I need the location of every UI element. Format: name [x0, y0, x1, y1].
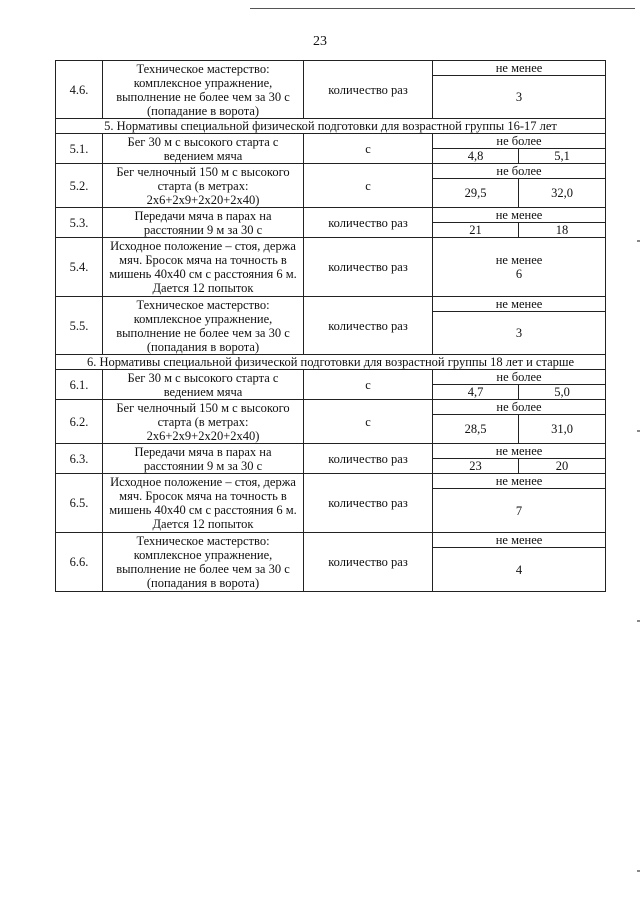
row-number: 6.5.	[56, 474, 103, 533]
test-name: Исходное положение – стоя, держа мяч. Бросок мяча на точность в мишень 40х40 см с расстояния 6 м. Дается 12 попыток	[103, 238, 304, 297]
value: 4	[433, 548, 606, 592]
value-boys: 23	[433, 459, 519, 474]
table-row-5-1	[56, 134, 606, 149]
unit: количество раз	[304, 533, 433, 592]
condition: не менее	[433, 297, 606, 312]
unit: с	[304, 134, 433, 164]
condition: не менее	[433, 444, 606, 459]
unit: количество раз	[304, 297, 433, 355]
test-name: Бег 30 м с высокого старта с ведением мяча	[103, 134, 304, 164]
test-name: Бег челночный 150 м с высокого старта (в метрах: 2х6+2х9+2х20+2х40)	[103, 400, 304, 444]
unit: с	[304, 400, 433, 444]
section-title: 6. Нормативы специальной физической подготовки для возрастной группы 18 лет и старше	[56, 355, 606, 370]
unit: с	[304, 370, 433, 400]
value-boys: 28,5	[433, 415, 519, 444]
table-row-6-2	[56, 400, 606, 415]
value: 3	[433, 76, 606, 119]
scan-border-line	[250, 8, 635, 9]
value-boys: 29,5	[433, 179, 519, 208]
condition: не более	[433, 370, 606, 385]
value-girls: 18	[519, 223, 606, 238]
section-header-5	[56, 119, 606, 134]
row-number: 5.2.	[56, 164, 103, 208]
row-number: 4.6.	[56, 61, 103, 119]
value-girls: 31,0	[519, 415, 606, 444]
table-row-5-5	[56, 297, 606, 312]
unit: с	[304, 164, 433, 208]
test-name: Бег 30 м с высокого старта с ведением мяча	[103, 370, 304, 400]
value: 3	[433, 312, 606, 355]
test-name: Техническое мастерство: комплексное упражнение, выполнение не более чем за 30 с (попадание в ворота)	[103, 61, 304, 119]
table-row-5-3	[56, 208, 606, 223]
table-row-5-4	[56, 238, 606, 297]
condition: не менее	[433, 208, 606, 223]
row-number: 6.3.	[56, 444, 103, 474]
test-name: Техническое мастерство: комплексное упражнение, выполнение не более чем за 30 с (попадания в ворота)	[103, 533, 304, 592]
value: 6	[515, 267, 523, 281]
condition-value	[433, 238, 606, 297]
unit: количество раз	[304, 474, 433, 533]
unit: количество раз	[304, 208, 433, 238]
value-boys: 4,8	[433, 149, 519, 164]
test-name: Бег челночный 150 м с высокого старта (в метрах: 2х6+2х9+2х20+2х40)	[103, 164, 304, 208]
condition: не более	[433, 134, 606, 149]
condition: не менее	[433, 533, 606, 548]
unit: количество раз	[304, 444, 433, 474]
value-boys: 4,7	[433, 385, 519, 400]
condition: не более	[433, 164, 606, 179]
table-row-6-6	[56, 533, 606, 548]
section-title: 5. Нормативы специальной физической подготовки для возрастной группы 16-17 лет	[56, 119, 606, 134]
row-number: 5.1.	[56, 134, 103, 164]
value-girls: 5,0	[519, 385, 606, 400]
condition: не менее	[433, 474, 606, 489]
condition: не менее	[433, 61, 606, 76]
page-number: 23	[313, 34, 327, 49]
row-number: 6.1.	[56, 370, 103, 400]
row-number: 6.2.	[56, 400, 103, 444]
row-number: 6.6.	[56, 533, 103, 592]
section-header-6	[56, 355, 606, 370]
table-row-4-6	[56, 61, 606, 76]
value-girls: 20	[519, 459, 606, 474]
test-name: Техническое мастерство: комплексное упражнение, выполнение не более чем за 30 с (попадания в ворота)	[103, 297, 304, 355]
unit: количество раз	[304, 238, 433, 297]
row-number: 5.5.	[56, 297, 103, 355]
value-boys: 21	[433, 223, 519, 238]
row-number: 5.3.	[56, 208, 103, 238]
test-name: Передачи мяча в парах на расстоянии 9 м за 30 с	[103, 444, 304, 474]
table-row-6-5	[56, 474, 606, 489]
unit: количество раз	[304, 61, 433, 119]
test-name: Передачи мяча в парах на расстоянии 9 м за 30 с	[103, 208, 304, 238]
value-girls: 5,1	[519, 149, 606, 164]
test-name: Исходное положение – стоя, держа мяч. Бросок мяча на точность в мишень 40х40 см с расстояния 6 м. Дается 12 попыток	[103, 474, 304, 533]
condition: не более	[433, 400, 606, 415]
value-girls: 32,0	[519, 179, 606, 208]
condition: не менее	[495, 253, 543, 267]
table-row-5-2	[56, 164, 606, 179]
table-row-6-3	[56, 444, 606, 459]
table-row-6-1	[56, 370, 606, 385]
value: 7	[433, 489, 606, 533]
norms-table	[55, 60, 606, 592]
row-number: 5.4.	[56, 238, 103, 297]
